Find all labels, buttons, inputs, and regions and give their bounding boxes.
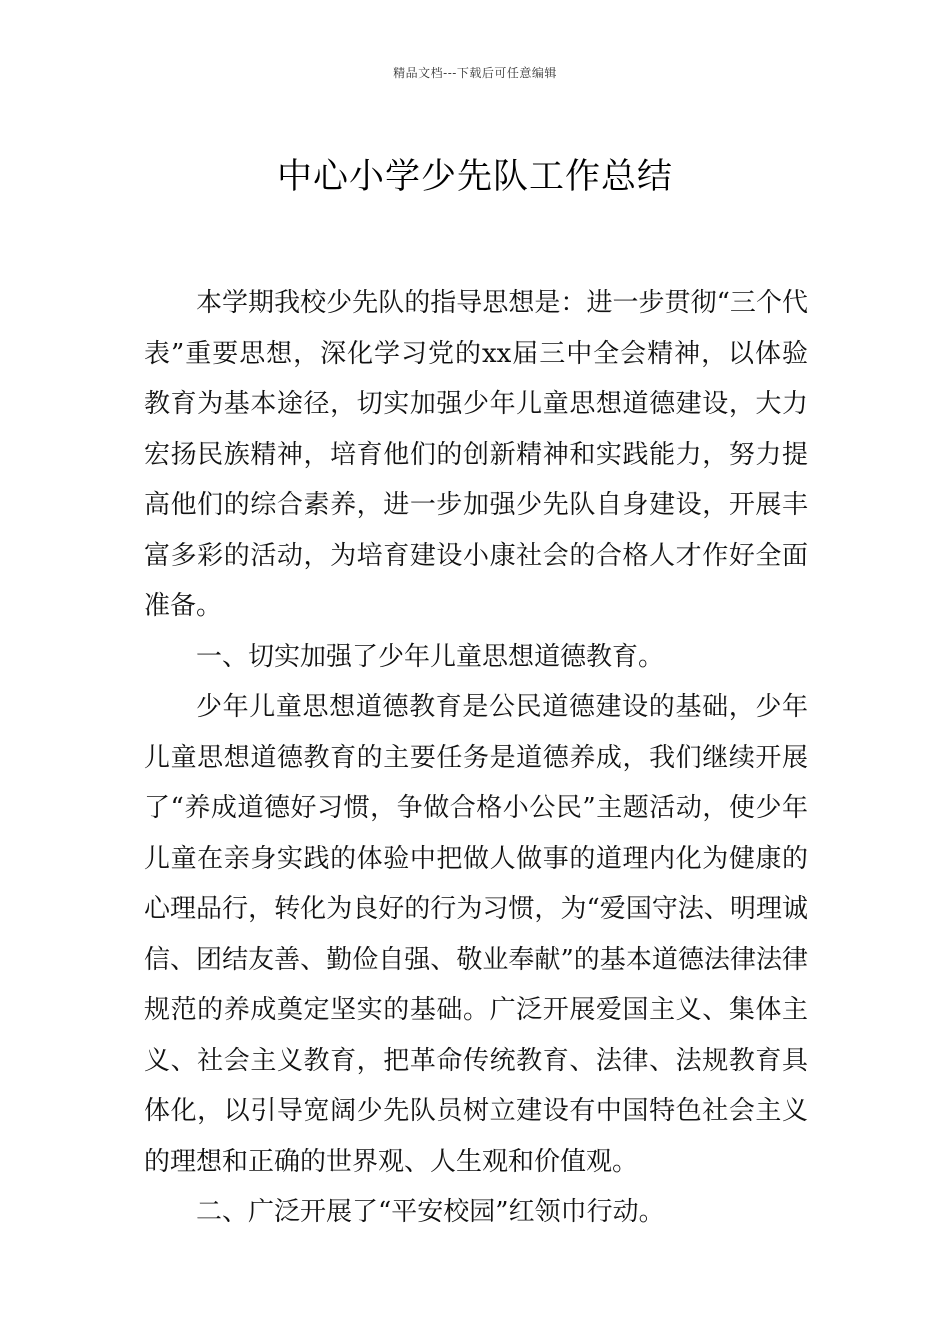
document-body xyxy=(144,278,808,1238)
header-note: 精品文档---下载后可任意编辑 xyxy=(393,66,557,80)
paragraph-section-1: 少年儿童思想道德教育是公民道德建设的基础，少年儿童思想道德教育的主要任务是道德养成，我们继续开展了“养成道德好习惯，争做合格小公民”主题活动，使少年儿童在亲身实践的体验中把做人做事的道理内化为健康的心理品行，转化为良好的行为习惯，为“爱国守法、明理诚信、团结友善、勤俭自强、敬业奉献”的基本道德法律法律规范的养成奠定坚实的基础。广泛开展爱国主义、集体主义、社会主义教育，把革命传统教育、法律、法规教育具体化，以引导宽阔少先队员树立建设有中国特色社会主义的理想和正确的世界观、人生观和价值观。 xyxy=(144,692,808,1177)
section-heading-1: 一、切实加强了少年儿童思想道德教育。 xyxy=(196,641,665,672)
section-heading-2: 二、广泛开展了“平安校园”红领巾行动。 xyxy=(196,1197,665,1227)
paragraph-intro: 本学期我校少先队的指导思想是：进一步贯彻“三个代表”重要思想，深化学习党的xx届三中全会精神，以体验教育为基本途径，切实加强少年儿童思想道德建设，大力宏扬民族精神，培育他们的创新精神和实践能力，努力提高他们的综合素养，进一步加强少先队自身建设，开展丰富多彩的活动，为培育建设小康社会的合格人才作好全面准备。 xyxy=(144,288,808,621)
document-title: 中心小学少先队工作总结 xyxy=(276,157,673,198)
